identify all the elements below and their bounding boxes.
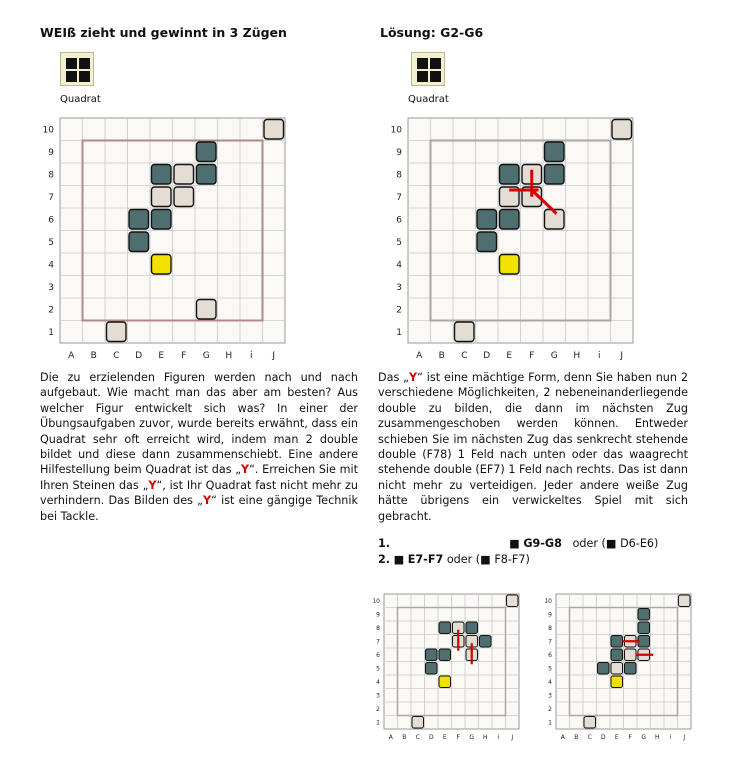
row-label: 9: [396, 147, 402, 158]
col-label: G: [550, 351, 558, 361]
white-stone: [625, 649, 637, 661]
col-label: i: [249, 351, 253, 361]
white-stone: [152, 187, 172, 207]
col-label: B: [402, 734, 407, 741]
black-stone: [129, 232, 149, 252]
col-label: C: [113, 351, 120, 361]
row-label: 2: [376, 705, 380, 713]
black-stone: [439, 649, 451, 661]
row-label: 8: [396, 170, 402, 181]
quadrat-figure-icon: [411, 52, 445, 86]
white-stone: [107, 322, 127, 342]
black-stone: [545, 142, 565, 162]
gold-stone: [152, 255, 172, 275]
gold-stone: [439, 676, 451, 688]
col-label: E: [442, 734, 447, 741]
row-label: 10: [372, 597, 380, 605]
row-label: 4: [376, 678, 380, 686]
col-label: H: [573, 351, 581, 361]
black-stone: [545, 165, 565, 185]
row-label: 1: [48, 327, 54, 338]
col-label: F: [529, 351, 535, 361]
col-label: F: [456, 734, 460, 741]
col-label: F: [628, 734, 632, 741]
col-label: D: [483, 351, 491, 361]
quadrat-figure-label: Quadrat: [60, 94, 101, 105]
quadrat-figure-label: Quadrat: [408, 94, 449, 105]
col-label: D: [600, 734, 606, 741]
small-board-2: [538, 590, 698, 744]
col-label: E: [158, 351, 165, 361]
black-stone: [625, 663, 637, 675]
black-stone: [197, 142, 217, 162]
black-stone: [480, 636, 492, 648]
row-label: 3: [48, 282, 54, 293]
black-stone: [152, 210, 172, 230]
gold-stone: [500, 255, 520, 275]
white-stone: [264, 120, 284, 140]
puzzle-heading: WEIß zieht und gewinnt in 3 Zügen: [40, 25, 287, 40]
row-label: 6: [48, 215, 54, 226]
row-label: 8: [48, 170, 54, 181]
col-label: A: [416, 351, 423, 361]
row-label: 6: [396, 215, 402, 226]
col-label: A: [388, 734, 393, 741]
black-stone: [500, 165, 520, 185]
col-label: B: [438, 351, 445, 361]
row-label: 7: [376, 638, 380, 646]
row-label: 3: [548, 692, 552, 700]
white-stone: [584, 717, 596, 729]
col-label: G: [202, 351, 210, 361]
white-stone: [455, 322, 475, 342]
small-board-1: [366, 590, 526, 744]
white-stone: [174, 165, 194, 185]
col-label: F: [181, 351, 187, 361]
black-stone: [477, 210, 497, 230]
row-label: 1: [396, 327, 402, 338]
row-label: 4: [548, 678, 552, 686]
row-label: 7: [396, 192, 402, 203]
white-stone: [611, 663, 623, 675]
black-stone: [638, 609, 650, 621]
col-label: H: [225, 351, 233, 361]
row-label: 7: [48, 192, 54, 203]
row-label: 5: [396, 237, 402, 248]
black-stone: [152, 165, 172, 185]
white-stone: [612, 120, 632, 140]
col-label: C: [461, 351, 468, 361]
black-stone: [129, 210, 149, 230]
col-label: G: [469, 734, 475, 741]
row-label: 2: [48, 305, 54, 316]
col-label: J: [272, 351, 276, 361]
row-label: 6: [376, 651, 380, 659]
col-label: E: [506, 351, 513, 361]
col-label: i: [669, 734, 672, 741]
white-stone: [174, 187, 194, 207]
row-label: 8: [376, 624, 380, 632]
row-label: 6: [548, 651, 552, 659]
white-stone: [412, 717, 424, 729]
col-label: D: [428, 734, 434, 741]
col-label: H: [482, 734, 488, 741]
col-label: E: [614, 734, 619, 741]
col-label: J: [620, 351, 624, 361]
col-label: B: [90, 351, 97, 361]
row-label: 9: [548, 611, 552, 619]
row-label: 8: [548, 624, 552, 632]
puzzle-explanation: Die zu erzielenden Figuren werden nach und nach aufgebaut. Wie macht man das aber am besten? Aus welcher Figur entwickelt sich was? In einer der Übungsaufgaben zuvor, wurde bereits erwähnt, dass ein Quadrat sehr oft erreicht wird, indem man 2 double bildet und diese dann zusammenschiebt. Eine andere Hilfestellung beim Quadrat ist das „Y“. Erreichen Sie mit Ihren Steinen das „Y“, ist Ihr Quadrat fast nicht mehr zu verhindern. Das Bilden des „Y“ ist eine gängige Technik bei Tackle.: [40, 371, 358, 523]
move-1: 1. ■ G9-G8 oder (■ D6-E6): [378, 537, 659, 550]
gold-stone: [611, 676, 623, 688]
col-label: D: [135, 351, 143, 361]
black-stone: [197, 165, 217, 185]
row-label: 2: [548, 705, 552, 713]
row-label: 2: [396, 305, 402, 316]
row-label: 3: [396, 282, 402, 293]
black-stone: [638, 636, 650, 648]
black-stone: [598, 663, 610, 675]
puzzle-board: [30, 112, 300, 366]
black-stone: [638, 622, 650, 634]
row-label: 4: [48, 260, 54, 271]
row-label: 9: [376, 611, 380, 619]
black-stone: [611, 649, 623, 661]
row-label: 1: [548, 719, 552, 727]
row-label: 3: [376, 692, 380, 700]
black-stone: [611, 636, 623, 648]
row-label: 7: [548, 638, 552, 646]
row-label: 5: [376, 665, 380, 673]
col-label: C: [415, 734, 420, 741]
black-stone: [500, 210, 520, 230]
row-label: 5: [548, 665, 552, 673]
col-label: i: [597, 351, 601, 361]
col-label: C: [587, 734, 592, 741]
white-stone: [679, 595, 691, 607]
row-label: 5: [48, 237, 54, 248]
black-stone: [426, 649, 438, 661]
col-label: B: [574, 734, 579, 741]
row-label: 10: [390, 125, 402, 136]
col-label: A: [68, 351, 75, 361]
col-label: H: [654, 734, 660, 741]
quadrat-figure-icon: [60, 52, 94, 86]
black-stone: [477, 232, 497, 252]
move-2: 2. ■ E7-F7 oder (■ F8-F7): [378, 553, 530, 566]
solution-explanation: Das „Y“ ist eine mächtige Form, denn Sie haben nun 2 verschiedene Möglichkeiten, 2 nebeneinanderliegende double zu bilden, die dann im nächsten Zug zusammengeschoben werden können. Entweder schieben Sie im nächsten Zug das senkrecht stehende double (F78) 1 Feld nach unten oder das waagrecht stehende double (EF7) 1 Feld nach rechts. Das ist dann nicht mehr zu verteidigen. Jeder andere weiße Zug hätte übrigens ein verwickeltes Spiel mit sich gebracht.: [378, 371, 688, 523]
col-label: G: [641, 734, 647, 741]
row-label: 1: [376, 719, 380, 727]
black-stone: [426, 663, 438, 675]
row-label: 4: [396, 260, 402, 271]
row-label: 10: [544, 597, 552, 605]
white-stone: [507, 595, 519, 607]
col-label: J: [683, 734, 686, 741]
solution-heading: Lösung: G2-G6: [380, 25, 484, 40]
white-stone: [197, 300, 217, 320]
col-label: J: [511, 734, 514, 741]
black-stone: [466, 622, 478, 634]
col-label: i: [497, 734, 500, 741]
black-stone: [439, 622, 451, 634]
row-label: 9: [48, 147, 54, 158]
row-label: 10: [42, 125, 54, 136]
solution-board: [378, 112, 648, 366]
col-label: A: [560, 734, 565, 741]
